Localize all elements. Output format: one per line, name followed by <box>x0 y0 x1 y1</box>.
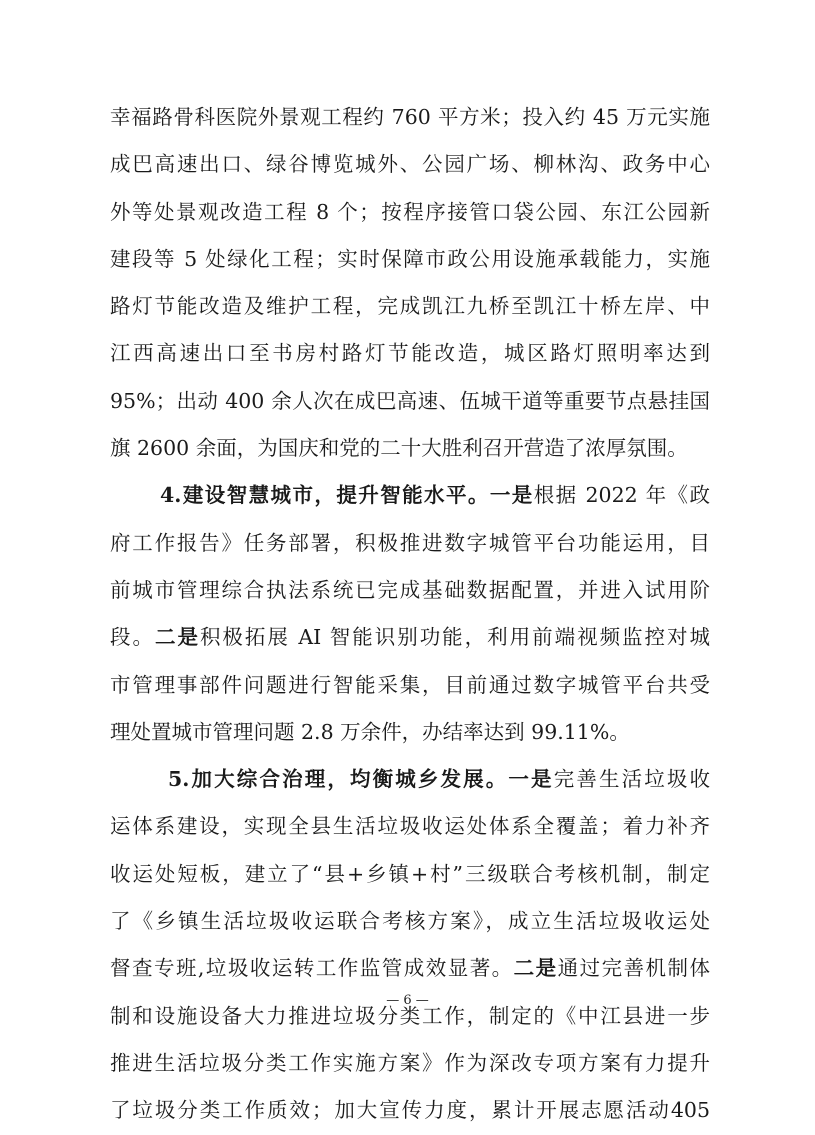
text-line <box>110 898 710 945</box>
text-segment: 督查专班,垃圾收运转工作监管成效显著。 <box>110 956 514 981</box>
text-segment: 建段等 5 处绿化工程；实时保障市政公用设施承载能力，实施 <box>110 246 710 271</box>
text-line <box>110 94 710 141</box>
text-segment: 府工作报告》任务部署，积极推进数字城管平台功能运用，目 <box>110 530 710 555</box>
text-segment: 前城市管理综合执法系统已完成基础数据配置，并进入试用阶 <box>110 577 710 602</box>
text-line <box>110 945 710 992</box>
text-line <box>110 330 710 377</box>
text-segment: 根据 2022 年《政 <box>533 483 710 508</box>
text-segment: 制和设施设备大力推进垃圾分类工作，制定的《中江县进一步 <box>110 1003 710 1028</box>
text-segment: 路灯节能改造及维护工程，完成凯江九桥至凯江十桥左岸、中 <box>110 294 710 319</box>
text-line <box>110 614 710 661</box>
text-segment: 幸福路骨科医院外景观工程约 760 平方米；投入约 45 万元实施 <box>110 105 710 129</box>
page-number: — 6 — <box>386 993 429 1008</box>
text-line <box>110 709 710 756</box>
text-line <box>110 283 710 330</box>
text-segment: 了《乡镇生活垃圾收运联合考核方案》，成立生活垃圾收运处 <box>110 909 710 934</box>
text-line <box>110 756 710 803</box>
text-segment: 外等处景观改造工程 8 个；按程序接管口袋公园、东江公园新 <box>110 199 710 224</box>
text-line <box>110 803 710 850</box>
text-segment: 运体系建设，实现全县生活垃圾收运处体系全覆盖；着力补齐 <box>110 814 710 839</box>
text-line <box>110 472 710 519</box>
text-segment: 旗 2600 余面，为国庆和党的二十大胜利召开营造了浓厚氛围。 <box>110 436 688 461</box>
text-segment: 完善生活垃圾收 <box>553 767 710 792</box>
bold-text-segment: 一是 <box>508 767 554 792</box>
text-line <box>110 851 710 898</box>
text-segment: 积极拓展 AI 智能识别功能，利用前端视频监控对城 <box>199 625 710 650</box>
text-line <box>110 1040 710 1087</box>
text-segment: 理处置城市管理问题 2.8 万余件，办结率达到 99.11%。 <box>110 719 630 744</box>
bold-text-segment: 二是 <box>154 625 200 650</box>
text-segment: 95%；出动 400 余人次在成巴高速、伍城干道等重要节点悬挂国 <box>110 388 710 413</box>
bold-text-segment: 4.建设智慧城市，提升智能水平。 <box>160 483 490 508</box>
bold-text-segment: 一是 <box>489 483 534 508</box>
text-segment: 推进生活垃圾分类工作实施方案》作为深改专项方案有力提升 <box>110 1050 710 1075</box>
text-segment: 成巴高速出口、绿谷博览城外、公园广场、柳林沟、政务中心 <box>110 152 710 177</box>
bold-text-segment: 5.加大综合治理，均衡城乡发展。 <box>168 767 509 792</box>
text-segment: 收运处短板，建立了“县+乡镇+村”三级联合考核机制，制定 <box>110 861 710 886</box>
text-segment: 段。 <box>110 625 155 650</box>
text-line <box>110 520 710 567</box>
text-line <box>110 141 710 188</box>
text-segment: 江西高速出口至书房村路灯节能改造，城区路灯照明率达到 <box>110 341 710 366</box>
text-line <box>110 236 710 283</box>
text-segment: 了垃圾分类工作质效；加大宣传力度，累计开展志愿活动405 <box>110 1098 710 1123</box>
text-segment: 市管理事部件问题进行智能采集，目前通过数字城管平台共受 <box>110 672 710 697</box>
text-line <box>110 189 710 236</box>
text-line <box>110 567 710 614</box>
text-line <box>110 378 710 425</box>
text-line <box>110 662 710 709</box>
bold-text-segment: 二是 <box>513 956 558 981</box>
text-line <box>110 425 710 472</box>
text-line <box>110 1087 710 1134</box>
text-segment: 通过完善机制体 <box>557 956 710 981</box>
body-text <box>110 94 710 1135</box>
